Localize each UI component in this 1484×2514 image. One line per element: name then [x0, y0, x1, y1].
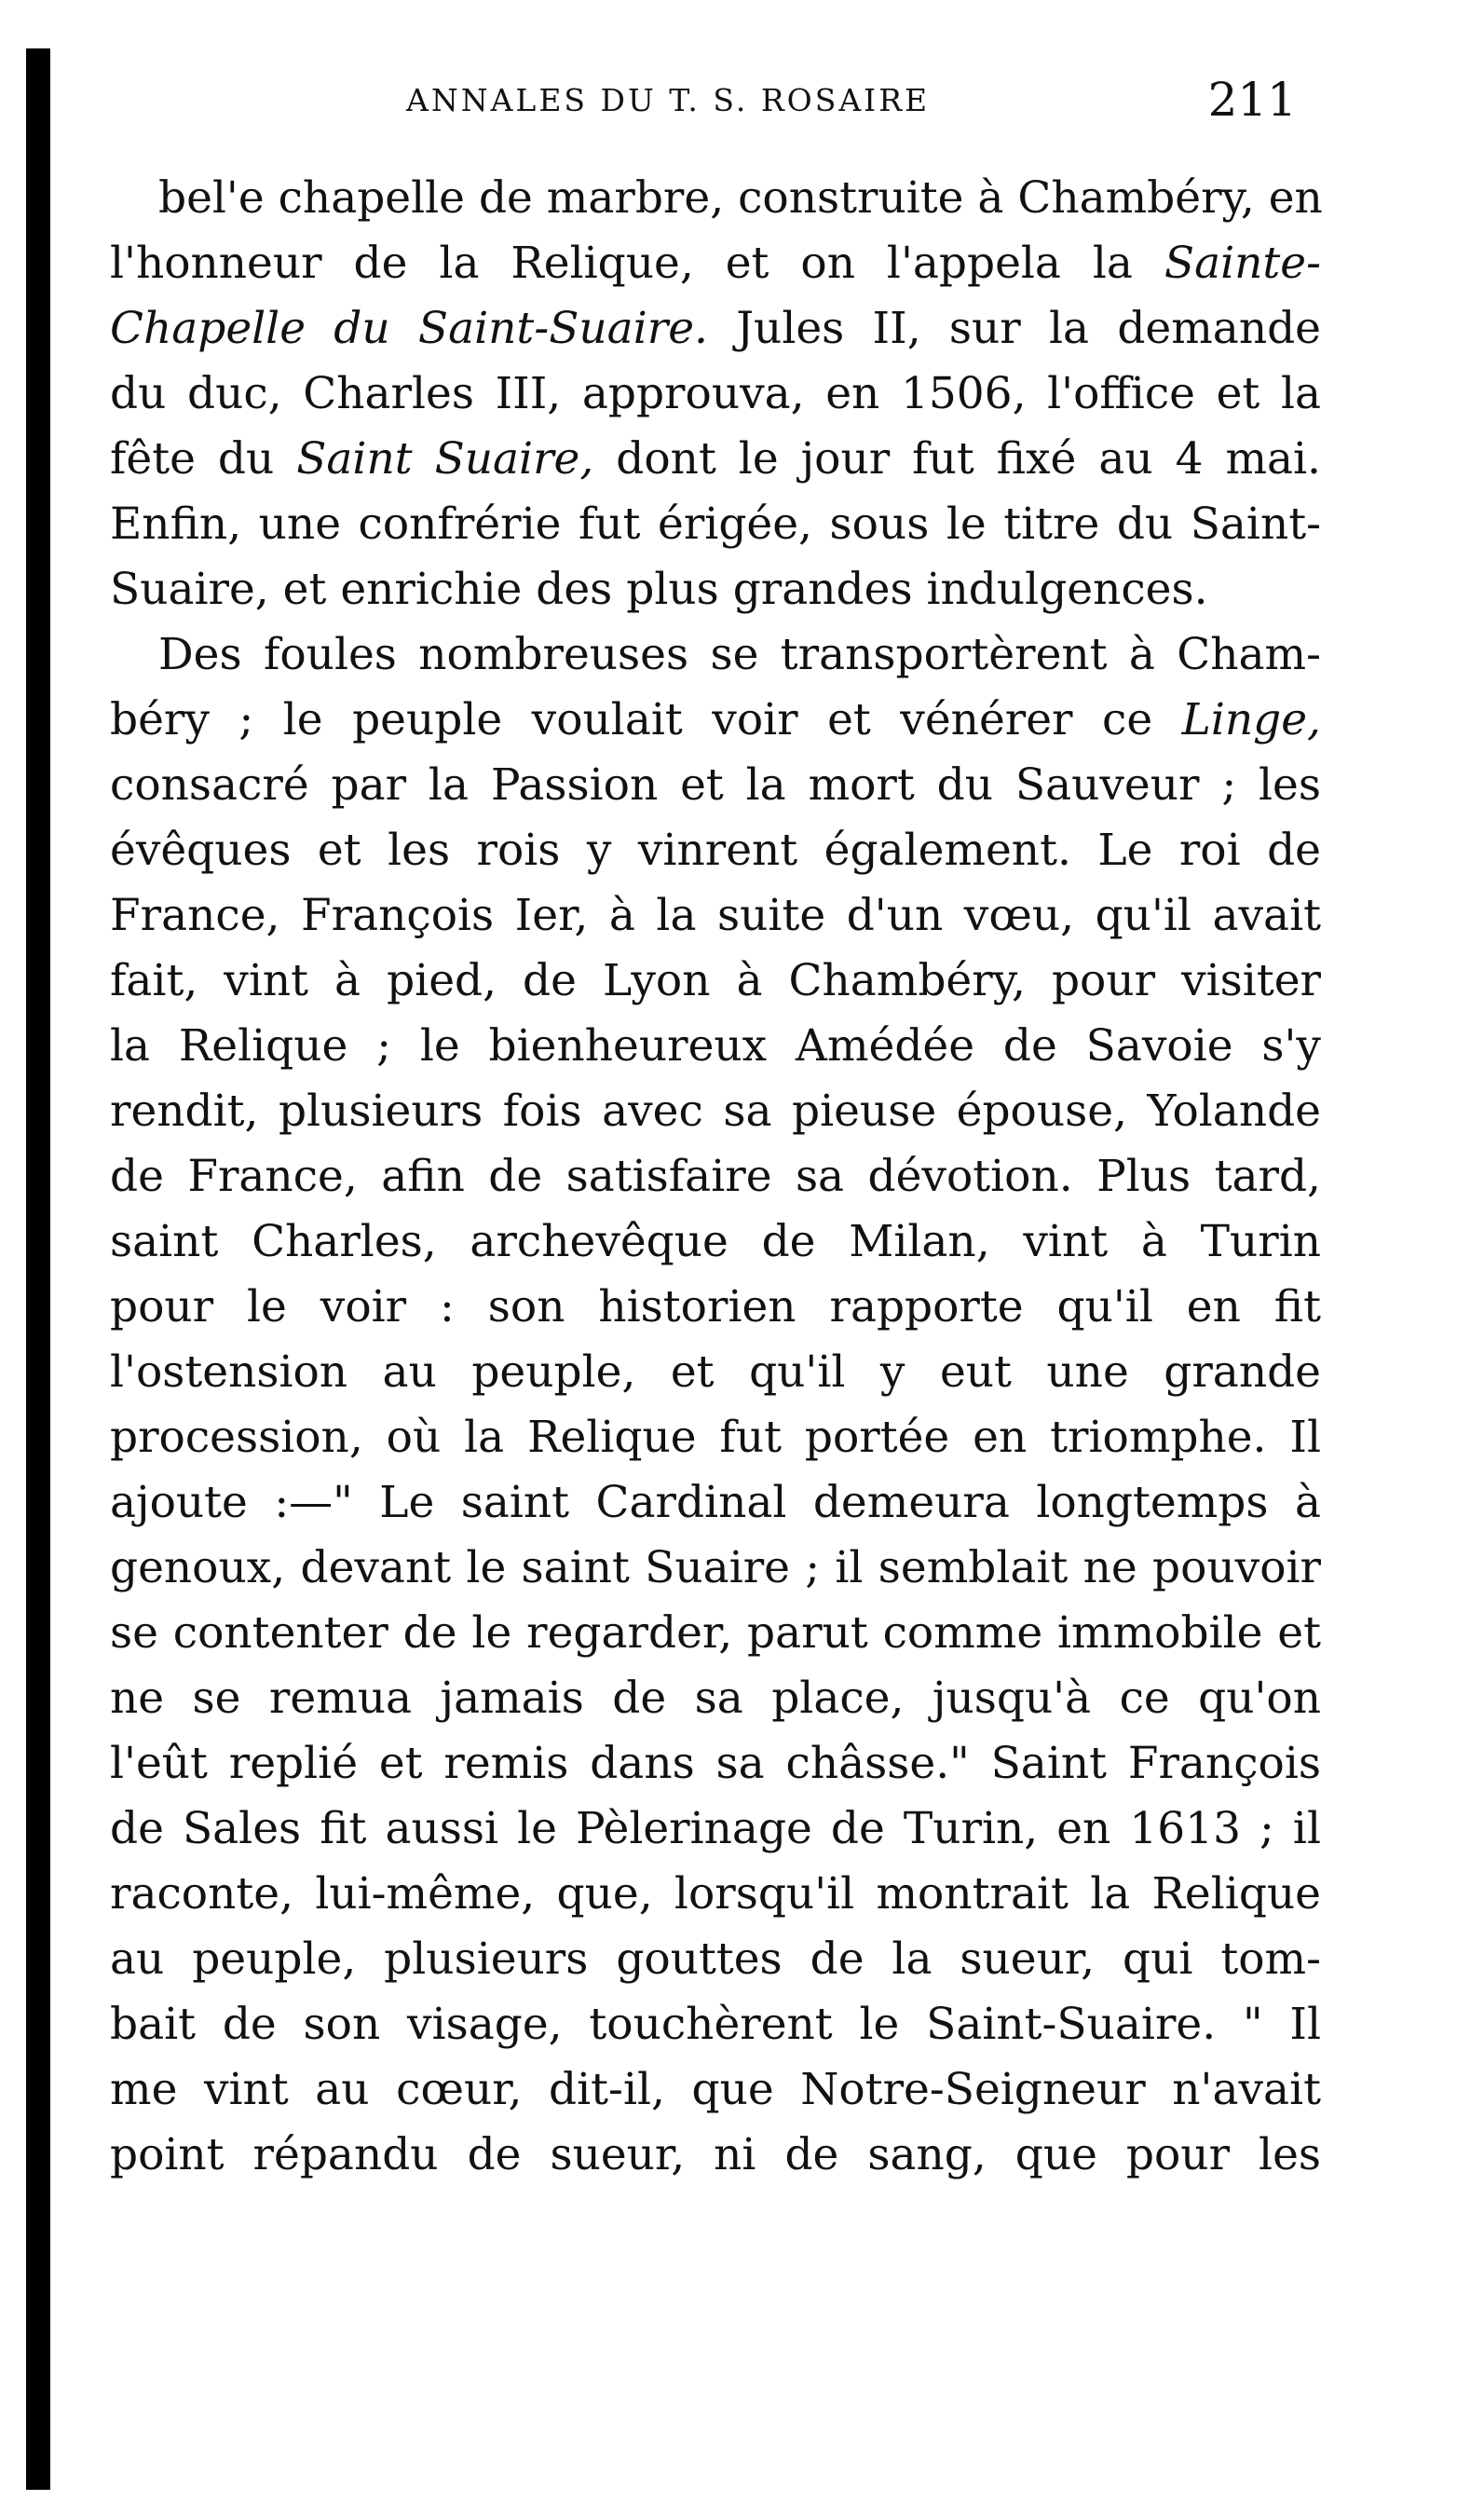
text-line: [110, 1927, 1321, 1992]
text-segment: Des foules nombreuses se transportèrent à Cham-: [158, 629, 1321, 680]
text-segment: béry ; le peuple voulait voir et vénérer ce: [110, 694, 1182, 745]
text-segment: procession, où la Relique fut portée en triomphe. Il: [110, 1412, 1321, 1463]
text-line: [110, 1209, 1321, 1275]
text-line: [110, 427, 1321, 492]
text-segment: de Sales fit aussi le Pèlerinage de Turin, en 1613 ; il: [110, 1803, 1321, 1854]
text-segment: du duc, Charles III, approuva, en 1506, l'office et la: [110, 368, 1321, 419]
text-segment: évêques et les rois y vinrent également. Le roi de: [110, 825, 1321, 876]
italic-text: Sainte-: [1164, 238, 1321, 289]
text-line: [110, 753, 1321, 818]
text-segment: fait, vint à pied, de Lyon à Chambéry, pour visiter: [110, 955, 1321, 1006]
body-text: [110, 166, 1321, 2188]
text-segment: au peuple, plusieurs gouttes de la sueur, qui tom-: [110, 1933, 1321, 1985]
text-line: [110, 1144, 1321, 1209]
text-segment: bait de son visage, touchèrent le Saint-Suaire. " Il: [110, 1999, 1321, 2050]
running-title: ANNALES DU T. S. ROSAIRE: [406, 82, 931, 118]
text-line: [110, 1862, 1321, 1927]
page-number: 211: [1207, 73, 1297, 127]
text-line: [110, 1536, 1321, 1601]
text-line: [110, 883, 1321, 949]
text-segment: rendit, plusieurs fois avec sa pieuse épouse, Yolande: [110, 1086, 1321, 1137]
text-line: [110, 1275, 1321, 1340]
text-line: [110, 949, 1321, 1014]
text-segment: dont le jour fut fixé au 4 mai.: [593, 433, 1321, 485]
text-segment: bel'e chapelle de marbre, construite à Chambéry, en: [158, 172, 1323, 224]
text-line: [110, 622, 1321, 688]
text-segment: genoux, devant le saint Suaire ; il semblait ne pouvoir: [110, 1542, 1321, 1593]
text-segment: pour le voir : son historien rapporte qu'il en fit: [110, 1281, 1321, 1332]
running-head: [110, 73, 1321, 147]
text-line: [110, 231, 1321, 296]
text-line: [110, 362, 1321, 427]
text-line: [110, 492, 1321, 557]
italic-text: Linge,: [1181, 694, 1321, 745]
text-segment: de France, afin de satisfaire sa dévotion. Plus tard,: [110, 1151, 1321, 1202]
text-line: [110, 1992, 1321, 2057]
binding-edge: [26, 48, 50, 2490]
text-segment: l'ostension au peuple, et qu'il y eut une grande: [110, 1346, 1321, 1398]
text-segment: la Relique ; le bienheureux Amédée de Savoie s'y: [110, 1020, 1321, 1072]
text-line: [110, 1079, 1321, 1144]
text-segment: fête du: [110, 433, 297, 485]
text-line: [110, 557, 1321, 622]
text-line: [110, 166, 1321, 231]
text-line: [110, 2123, 1321, 2188]
text-line: [110, 2057, 1321, 2123]
text-line: [110, 1601, 1321, 1666]
text-line: [110, 296, 1321, 362]
text-line: [110, 818, 1321, 883]
text-line: [110, 1470, 1321, 1536]
text-segment: l'honneur de la Relique, et on l'appela la: [110, 238, 1164, 289]
text-segment: ne se remua jamais de sa place, jusqu'à ce qu'on: [110, 1673, 1321, 1724]
text-segment: Jules II, sur la demande: [707, 303, 1321, 354]
text-segment: France, François Ier, à la suite d'un vœu, qu'il avait: [110, 890, 1321, 941]
text-segment: Enfin, une confrérie fut érigée, sous le titre du Saint-: [110, 499, 1321, 550]
text-line: [110, 1666, 1321, 1731]
text-line: [110, 1340, 1321, 1405]
book-page: [110, 0, 1321, 2514]
italic-text: Saint Suaire,: [296, 433, 594, 485]
text-segment: ajoute :—" Le saint Cardinal demeura longtemps à: [110, 1477, 1321, 1528]
text-segment: me vint au cœur, dit-il, que Notre-Seigneur n'avait: [110, 2064, 1321, 2115]
text-line: [110, 1731, 1321, 1797]
text-segment: point répandu de sueur, ni de sang, que pour les: [110, 2129, 1321, 2180]
text-line: [110, 1405, 1321, 1470]
text-line: [110, 1797, 1321, 1862]
text-segment: l'eût replié et remis dans sa châsse." Saint François: [110, 1738, 1321, 1789]
italic-text: Chapelle du Saint-Suaire.: [110, 303, 708, 354]
text-segment: raconte, lui-même, que, lorsqu'il montrait la Relique: [110, 1868, 1321, 1920]
text-line: [110, 688, 1321, 753]
text-line: [110, 1014, 1321, 1079]
text-segment: Suaire, et enrichie des plus grandes indulgences.: [110, 564, 1208, 615]
text-segment: saint Charles, archevêque de Milan, vint à Turin: [110, 1216, 1321, 1267]
text-segment: consacré par la Passion et la mort du Sauveur ; les: [110, 759, 1321, 811]
text-segment: se contenter de le regarder, parut comme immobile et: [110, 1607, 1321, 1659]
